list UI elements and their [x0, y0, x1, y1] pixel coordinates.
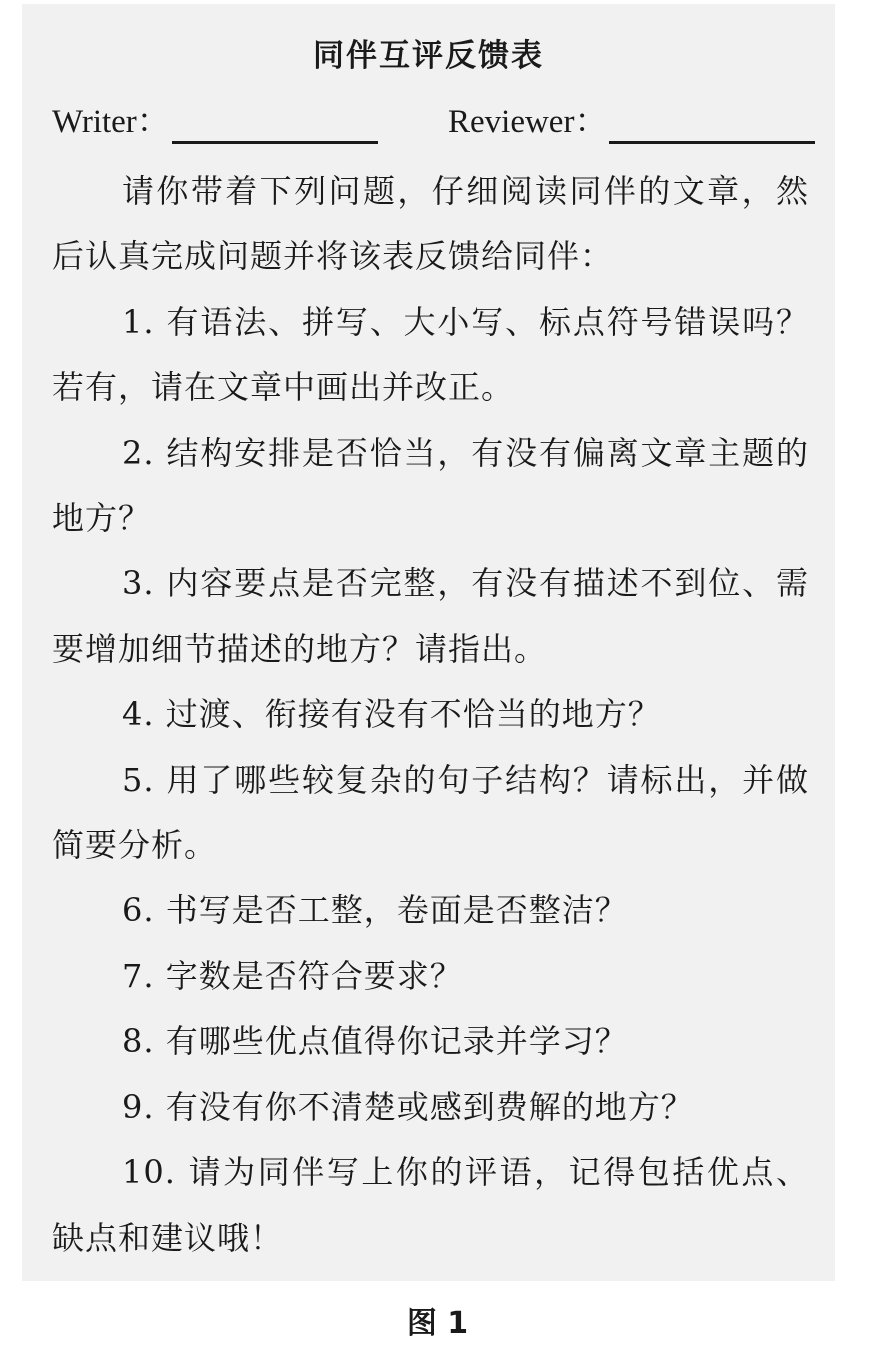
writer-field: [52, 100, 378, 144]
figure-caption: 图 1: [406, 1306, 469, 1341]
question-item: 10. 请为同伴写上你的评语，记得包括优点、缺点和建议哦！: [52, 1153, 809, 1257]
question-item: 6. 书写是否工整，卷面是否整洁？: [122, 891, 628, 930]
question-item: 7. 字数是否符合要求？: [122, 956, 463, 995]
question-item: 4. 过渡、衔接有没有不恰当的地方？: [122, 695, 661, 734]
question-item: 9. 有没有你不清楚或感到费解的地方？: [122, 1087, 694, 1126]
question-item: 3. 内容要点是否完整，有没有描述不到位、需要增加细节描述的地方？请指出。: [52, 564, 809, 668]
form-body: [52, 159, 809, 1271]
feedback-form-panel: [22, 4, 835, 1281]
reviewer-blank: [609, 103, 815, 144]
reviewer-label: Reviewer：: [448, 104, 608, 140]
reviewer-field: [448, 100, 815, 144]
names-row: [52, 100, 812, 150]
question-item: 5. 用了哪些较复杂的句子结构？请标出，并做简要分析。: [52, 760, 809, 865]
question-item: 2. 结构安排是否恰当，有没有偏离文章主题的地方？: [52, 433, 809, 538]
intro-paragraph: 请你带着下列问题，仔细阅读同伴的文章，然后认真完成问题并将该表反馈给同伴：: [52, 172, 809, 276]
question-item: 1. 有语法、拼写、大小写、标点符号错误吗？若有，请在文章中画出并改正。: [52, 302, 809, 407]
question-item: 8. 有哪些优点值得你记录并学习？: [122, 1022, 628, 1061]
form-title: 同伴互评反馈表: [313, 38, 544, 74]
writer-blank: [172, 103, 378, 144]
writer-label: Writer：: [52, 104, 170, 140]
